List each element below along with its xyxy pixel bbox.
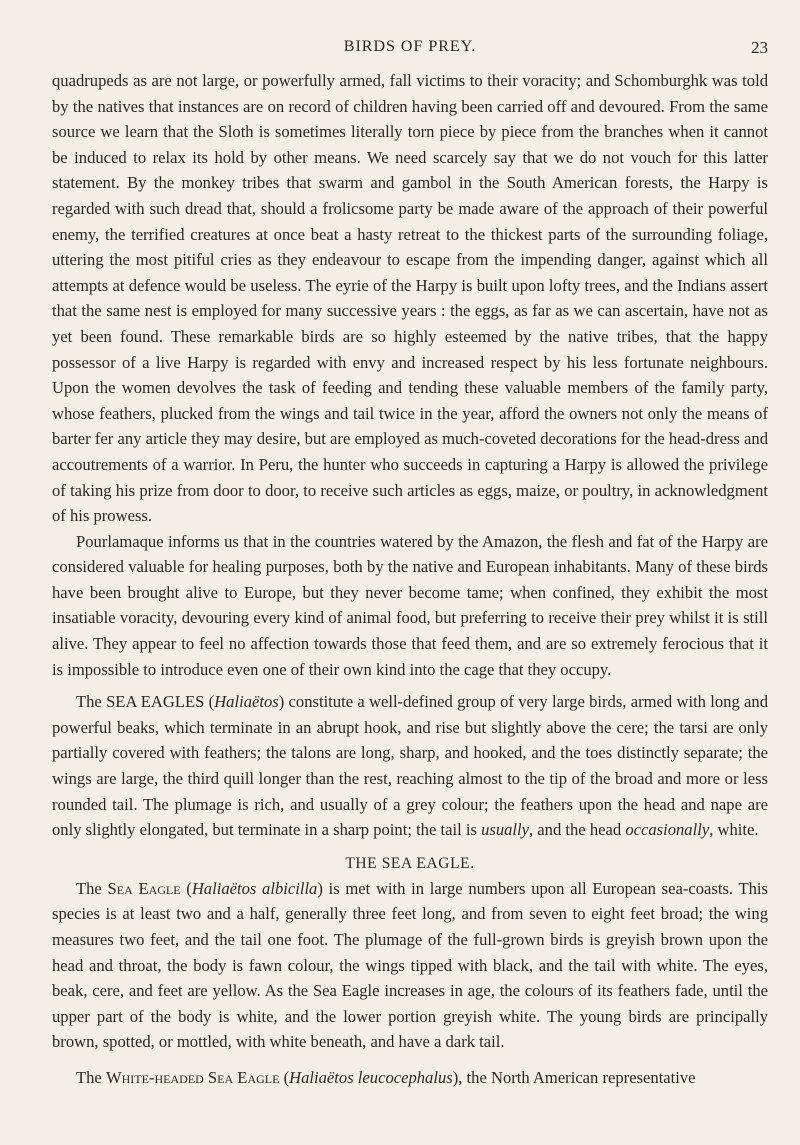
page-number: 23 xyxy=(751,38,768,57)
text-run: The xyxy=(76,1067,106,1087)
text-run: ( xyxy=(180,878,192,898)
species-common-name: White-headed Sea Eagle xyxy=(105,1067,280,1087)
emphasis-text: occasionally xyxy=(625,820,710,840)
species-latin-name: Haliaëtos albicilla xyxy=(191,878,318,898)
text-run: ) constitute a well-defined group of very large birds, armed with long and powerful beaks, which terminate in an abrupt hook, and rise but slightly above the cere; the tarsi are only partially covered with feathers; the talons are long, sharp, and hooked, and the toes distinctly separate; the wings are large, the third quill longer than the rest, reaching almost to the tip of the broad and more or less rounded tail. The plumage is rich, and usually of a grey colour; the feathers upon the head and nape are only slightly elongated, but terminate in a sharp point; the tail is xyxy=(52,692,768,840)
text-run: , white. xyxy=(709,820,759,840)
species-common-name: Sea Eagle xyxy=(107,878,181,898)
paragraph-pourlamaque xyxy=(52,529,768,683)
text-run: ) is met with in large numbers upon all European sea-coasts. This species is at least two and a half, generally three feet long, and from seven to eight feet broad; the wing measures two feet, and the tail one foot. The plumage of the full-grown birds is greyish brown upon the head and throat, the body is fawn colour, the wings tipped with black, and the tail with white. The eyes, beak, cere, and feet are yellow. As the Sea Eagle increases in age, the colours of its feathers fade, until the upper part of the body is white, and the lower portion greyish white. The young birds are principally brown, spotted, or mottled, with white beneath, and have a dark tail. xyxy=(52,878,768,1052)
running-title: BIRDS OF PREY. xyxy=(343,38,477,55)
paragraph-text: quadrupeds as are not large, or powerfully armed, fall victims to their voracity; and Schomburghk was told by the natives that instances are on record of children having been carried off and devoured. From the same source we learn that the Sloth is sometimes literally torn piece by piece from the branches when it cannot be induced to relax its hold by other means. We need scarcely say that we do not vouch for this latter statement. By the monkey tribes that swarm and gambol in the South American forests, the Harpy is regarded with such dread that, should a frolicsome party be made aware of the approach of their powerful enemy, the terrified creatures at once beat a hasty retreat to the thickest parts of the surrounding foliage, uttering the most pitiful cries as they endeavour to escape from the impending danger, against which all attempts at defence would be useless. The eyrie of the Harpy is built upon lofty trees, and the Indians assert that the same nest is employed for many successive years : the eggs, as far as we can ascertain, have not as yet been found. These remarkable birds are so highly esteemed by the native tribes, that the happy possessor of a live Harpy is regarded with envy and increased respect by his less fortunate neighbours. Upon the women devolves the task of feeding and tending these valuable members of the family party, whose feathers, plucked from the wings and tail twice in the year, afford the owners not only the means of barter fer any article they may desire, but are employed as much-coveted decorations for the head-dress and accoutrements of a warrior. In Peru, the hunter who succeeds in capturing a Harpy is allowed the privilege of taking his prize from door to door, to receive such articles as eggs, maize, or poultry, in acknowledgment of his prowess. xyxy=(52,71,768,526)
book-page xyxy=(52,38,768,1091)
paragraph-text: Pourlamaque informs us that in the countries watered by the Amazon, the flesh and fat of the Harpy are considered valuable for healing purposes, both by the native and European inhabitants. Many of these birds have been brought alive to Europe, but they never become tame; when confined, they exhibit the most insatiable voracity, devouring every kind of animal food, but preferring to receive their prey whilst it is still alive. They appear to feel no affection towards those that feed them, and are so extremely ferocious that it is impossible to introduce even one of their own kind into the cage that they occupy. xyxy=(52,531,768,679)
species-latin-name: Haliaëtos leucocephalus xyxy=(289,1067,453,1087)
emphasis-text: usually xyxy=(481,820,529,840)
text-run: , and the head xyxy=(529,820,626,840)
running-head xyxy=(52,38,768,68)
paragraph-sea-eagle xyxy=(52,876,768,1055)
genus-name: Haliaëtos xyxy=(214,692,279,712)
text-run: ( xyxy=(279,1067,290,1087)
text-run: The SEA EAGLES ( xyxy=(76,692,215,712)
text-run: The xyxy=(76,878,108,898)
paragraph-harpy-continued xyxy=(52,68,768,529)
paragraph-white-headed-sea-eagle xyxy=(52,1065,768,1091)
text-run: ), the North American representative xyxy=(452,1067,696,1087)
paragraph-sea-eagles xyxy=(52,689,768,843)
section-heading: THE SEA EAGLE. xyxy=(345,854,475,872)
